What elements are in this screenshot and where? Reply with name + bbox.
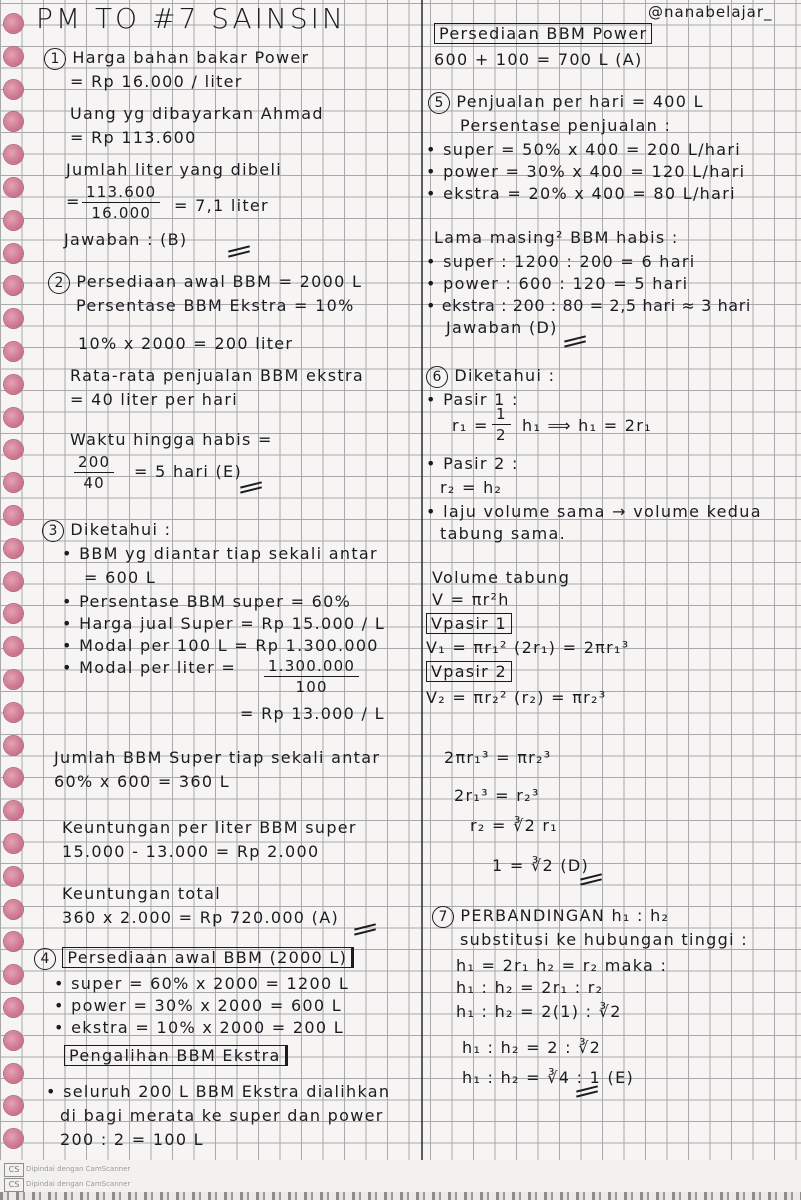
scanner-watermark-1: Dipindai dengan CamScanner	[26, 1165, 131, 1173]
page-title: PM TO #7 SAINSIN	[36, 2, 346, 35]
q6-line-7: 2r₁³ = r₂³	[454, 786, 540, 805]
binder-hole	[4, 539, 23, 558]
binder-hole	[4, 998, 23, 1017]
binder-hole	[4, 834, 23, 853]
q6-line-6: 2πr₁³ = πr₂³	[444, 748, 552, 767]
q6-line-5: V₂ = πr₂² (r₂) = πr₂³	[426, 688, 607, 707]
binder-hole	[4, 965, 23, 984]
q3-bullet-5-result: = Rp 13.000 / L	[240, 704, 385, 723]
binder-hole	[4, 768, 23, 787]
q6-bullet-3: • laju volume sama → volume kedua	[426, 502, 762, 521]
q2-line-2: Persentase BBM Ekstra = 10%	[76, 296, 355, 315]
camscanner-logo-icon-2: CS	[4, 1178, 24, 1192]
binder-hole	[4, 637, 23, 656]
q1-eq-sign: =	[66, 192, 81, 211]
q3-line-1: 3 Diketahui :	[42, 520, 171, 542]
camscanner-logo-icon: CS	[4, 1163, 24, 1177]
q6-r1-right: h₁ ⟹ h₁ = 2r₁	[522, 416, 652, 435]
q6-box-2: Vpasir 2	[426, 662, 512, 682]
q1-line-3: Uang yg dibayarkan Ahmad	[70, 104, 324, 123]
q7-line-5: h₁ : h₂ = 2(1) : ∛2	[456, 1002, 622, 1021]
q4-bullet-2: • power = 30% x 2000 = 600 L	[54, 996, 342, 1015]
q7-line-1: 7 PERBANDINGAN h₁ : h₂	[432, 906, 669, 928]
binder-hole	[4, 47, 23, 66]
q5-bullet-5: • power : 600 : 120 = 5 hari	[426, 274, 689, 293]
q6-bullet-1: • Pasir 1 :	[426, 390, 519, 409]
binder-hole	[4, 408, 23, 427]
q3-line-6: Keuntungan total	[62, 884, 221, 903]
q6-line-9: 1 = ∛2 (D)	[492, 856, 590, 875]
binder-hole	[4, 932, 23, 951]
binder-hole	[4, 572, 23, 591]
q4-bullet-3: • ekstra = 10% x 2000 = 200 L	[54, 1018, 344, 1037]
binder-hole	[4, 1031, 23, 1050]
binder-hole	[4, 670, 23, 689]
q6-r1-fraction: $\frac{1}{2}$	[492, 404, 511, 445]
binder-hole	[4, 473, 23, 492]
q6-r2: r₂ = h₂	[440, 478, 503, 497]
q5-line-1: 5 Penjualan per hari = 400 L	[428, 92, 704, 114]
q6-line-8: r₂ = ∛2 r₁	[470, 816, 559, 835]
q1-result: = 7,1 liter	[174, 196, 269, 215]
top-line-1: 600 + 100 = 700 L (A)	[434, 50, 643, 69]
q2-line-3: 10% x 2000 = 200 liter	[78, 334, 294, 353]
q7-line-6: h₁ : h₂ = 2 : ∛2	[462, 1038, 602, 1057]
q6-line-2: Volume tabung	[432, 568, 571, 587]
q6-bullet-2: • Pasir 2 :	[426, 454, 519, 473]
q4-bullet-4b: di bagi merata ke super dan power	[60, 1106, 384, 1125]
q2-line-1: 2 Persediaan awal BBM = 2000 L	[48, 272, 362, 294]
binder-hole	[4, 801, 23, 820]
q7-line-7: h₁ : h₂ = ∛4 : 1 (E)	[462, 1068, 635, 1087]
q3-line-2: Jumlah BBM Super tiap sekali antar	[54, 748, 381, 767]
q3-bullet-4: • Modal per 100 L = Rp 1.300.000	[62, 636, 379, 655]
binder-hole	[4, 736, 23, 755]
binder-hole	[4, 604, 23, 623]
q4-number: 4	[34, 948, 56, 970]
binder-hole	[4, 309, 23, 328]
binder-hole	[4, 80, 23, 99]
q7-number: 7	[432, 906, 454, 928]
q5-bullet-2: • power = 30% x 400 = 120 L/hari	[426, 162, 746, 181]
q6-r1-left: r₁ =	[452, 416, 489, 435]
q5-bullet-1: • super = 50% x 400 = 200 L/hari	[426, 140, 741, 159]
binder-hole	[4, 145, 23, 164]
q3-bullet-5: • Modal per liter =	[62, 658, 237, 677]
q3-bullet-2: • Persentase BBM super = 60%	[62, 592, 352, 611]
q3-number: 3	[42, 520, 64, 542]
q2-line-5: = 40 liter per hari	[70, 390, 238, 409]
binder-hole	[4, 440, 23, 459]
q6-line-1: 6 Diketahui :	[426, 366, 555, 388]
binder-hole	[4, 375, 23, 394]
binder-hole	[4, 276, 23, 295]
q2-result: = 5 hari (E)	[134, 462, 243, 481]
q3-bullet-1b: = 600 L	[84, 568, 157, 587]
q5-answer: Jawaban (D)	[446, 318, 558, 337]
q4-line-1	[34, 948, 354, 970]
q5-line-2: Persentase penjualan :	[460, 116, 672, 135]
binder-hole	[4, 867, 23, 886]
q3-line-4: Keuntungan per liter BBM super	[62, 818, 357, 837]
q5-bullet-4: • super : 1200 : 200 = 6 hari	[426, 252, 696, 271]
q5-line-3: Lama masing² BBM habis :	[434, 228, 679, 247]
binder-hole	[4, 703, 23, 722]
author-handle: @nanabelajar_	[648, 3, 773, 21]
q2-line-6: Waktu hingga habis =	[70, 430, 273, 449]
q2-line-4: Rata-rata penjualan BBM ekstra	[70, 366, 364, 385]
binder-hole	[4, 1096, 23, 1115]
q1-line-1: 1 Harga bahan bakar Power	[44, 48, 309, 70]
binder-hole	[4, 1129, 23, 1148]
q7-line-2: substitusi ke hubungan tinggi :	[460, 930, 748, 949]
q4-box-2: Pengalihan BBM Ekstra	[64, 1046, 288, 1066]
q1-number: 1	[44, 48, 66, 70]
binder-hole	[4, 211, 23, 230]
q4-bullet-4: • seluruh 200 L BBM Ekstra dialihkan	[46, 1082, 391, 1101]
q1-line-4: = Rp 113.600	[70, 128, 197, 147]
binder-hole	[4, 900, 23, 919]
q5-bullet-6: • ekstra : 200 : 80 = 2,5 hari ≈ 3 hari	[426, 296, 751, 315]
q3-fraction: $\frac{1.300.000}{100}$	[264, 656, 359, 697]
q1-line-2: = Rp 16.000 / liter	[70, 72, 243, 91]
q2-number: 2	[48, 272, 70, 294]
binder-hole	[4, 506, 23, 525]
q6-line-3: V = πr²h	[432, 590, 510, 609]
q6-box-1: Vpasir 1	[426, 614, 512, 634]
q3-line-5: 15.000 - 13.000 = Rp 2.000	[62, 842, 320, 861]
binder-hole	[4, 342, 23, 361]
scan-edge-strip	[0, 1192, 801, 1200]
q6-bullet-3b: tabung sama.	[440, 524, 566, 543]
q3-bullet-3: • Harga jual Super = Rp 15.000 / L	[62, 614, 386, 633]
q4-bullet-1: • super = 60% x 2000 = 1200 L	[54, 974, 350, 993]
q1-answer: Jawaban : (B)	[64, 230, 188, 249]
binder-hole	[4, 14, 23, 33]
q5-number: 5	[428, 92, 450, 114]
binder-hole	[4, 178, 23, 197]
q6-number: 6	[426, 366, 448, 388]
q4-box: Persediaan awal BBM (2000 L)	[62, 947, 354, 968]
scanner-watermark-2: Dipindai dengan CamScanner	[26, 1180, 131, 1188]
q3-line-7: 360 x 2.000 = Rp 720.000 (A)	[62, 908, 340, 927]
q2-fraction: $\frac{200}{40}$	[74, 452, 114, 493]
q3-bullet-1: • BBM yg diantar tiap sekali antar	[62, 544, 378, 563]
q7-line-3: h₁ = 2r₁ h₂ = r₂ maka :	[456, 956, 668, 975]
q4-bullet-4c: 200 : 2 = 100 L	[60, 1130, 204, 1149]
q5-bullet-3: • ekstra = 20% x 400 = 80 L/hari	[426, 184, 736, 203]
q6-line-4: V₁ = πr₁² (2r₁) = 2πr₁³	[426, 638, 630, 657]
binder-hole	[4, 244, 23, 263]
q7-line-4: h₁ : h₂ = 2r₁ : r₂	[456, 978, 604, 997]
top-box: Persediaan BBM Power	[434, 24, 652, 44]
binder-holes	[0, 0, 30, 1160]
q1-line-5: Jumlah liter yang dibeli	[66, 160, 282, 179]
q3-line-3: 60% x 600 = 360 L	[54, 772, 230, 791]
binder-hole	[4, 112, 23, 131]
q1-fraction: $\frac{113.600}{16.000}$	[82, 182, 160, 223]
binder-hole	[4, 1064, 23, 1083]
column-divider	[421, 0, 423, 1160]
